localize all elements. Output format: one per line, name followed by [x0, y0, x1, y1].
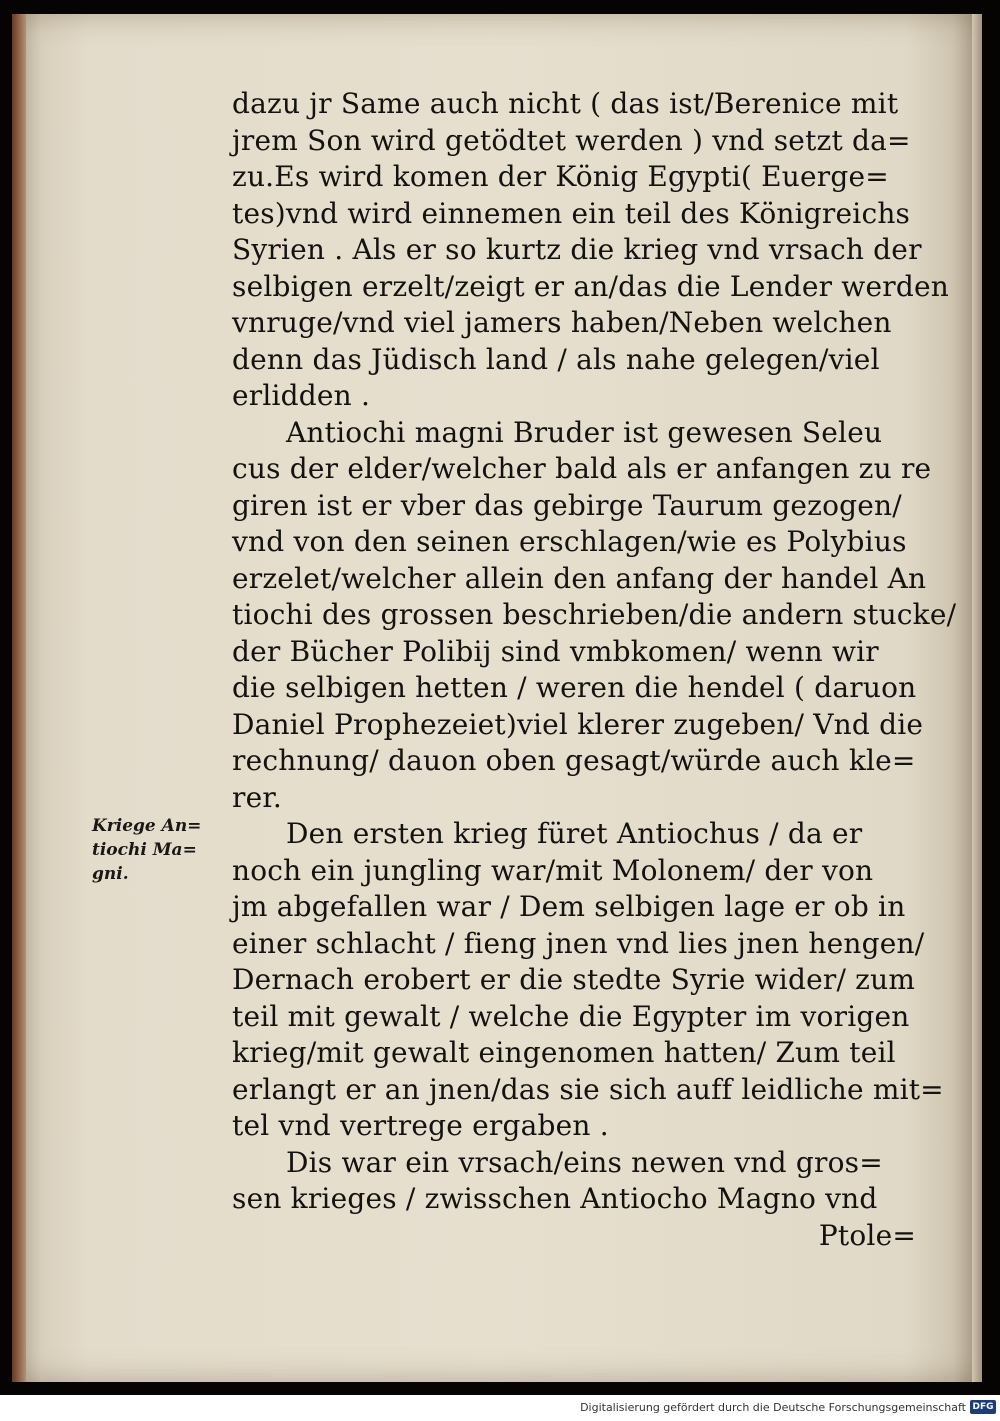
text-line: giren ist er vber das gebirge Taurum gezogen/ — [232, 488, 902, 522]
text-line: Daniel Prophezeiet)viel klerer zugeben/ Vnd die — [232, 707, 924, 741]
dfg-logo: DFG — [970, 1400, 996, 1414]
marginal-note-line: Kriege An= — [92, 816, 202, 836]
text-line: Dernach erobert er die stedte Syrie wider/ zum — [232, 963, 916, 996]
text-line: tiochi des grossen beschrieben/die andern stucke/ — [232, 598, 957, 631]
text-line: einer schlacht / fieng jnen vnd lies jnen hengen/ — [232, 926, 925, 960]
catchword: Ptole= — [818, 1218, 916, 1252]
marginal-note — [92, 814, 242, 886]
footer-bar — [0, 1395, 1000, 1421]
text-line: vnruge/vnd viel jamers haben/Neben welchen — [232, 306, 892, 339]
paragraph-start-line: Dis war ein vrsach/eins newen vnd gros= — [286, 1145, 883, 1179]
text-line: sen krieges / zwisschen Antiocho Magno vnd — [232, 1182, 878, 1215]
text-line: tes)vnd wird einnemen ein teil des Königreichs — [232, 196, 911, 230]
text-line: jrem Son wird getödtet werden ) vnd setzt da= — [232, 123, 911, 157]
marginal-note-line: gni. — [92, 864, 129, 884]
marginal-note-line: tiochi Ma= — [92, 840, 197, 860]
text-line: erlidden . — [232, 379, 371, 412]
text-line: krieg/mit gewalt eingenomen hatten/ Zum teil — [232, 1036, 896, 1069]
funding-credit: Digitalisierung gefördert durch die Deutsche Forschungsgemeinschaft — [580, 1401, 966, 1414]
text-line: rechnung/ dauon oben gesagt/würde auch kle= — [232, 744, 916, 777]
text-line: rer. — [232, 780, 282, 814]
text-line: vnd von den seinen erschlagen/wie es Polybius — [232, 525, 907, 558]
text-line: denn das Jüdisch land / als nahe gelegen/viel — [232, 342, 880, 376]
paragraph-start-line: Antiochi magni Bruder ist gewesen Seleu — [286, 415, 883, 449]
page-spine-edge — [12, 14, 26, 1382]
paragraph-start-line: Den ersten krieg füret Antiochus / da er — [286, 817, 863, 850]
text-line: noch ein jungling war/mit Molonem/ der von — [232, 853, 874, 887]
text-line: erzelet/welcher allein den anfang der handel An — [232, 561, 927, 595]
text-line: die selbigen hetten / weren die hendel ( daruon — [232, 671, 917, 704]
text-line: selbigen erzelt/zeigt er an/das die Lender werden — [232, 269, 949, 303]
page-right-edge — [972, 14, 982, 1382]
text-line: Syrien . Als er so kurtz die krieg vnd vrsach der — [232, 233, 922, 266]
text-line: teil mit gewalt / welche die Egypter im vorigen — [232, 999, 910, 1033]
text-line: zu.Es wird komen der König Egypti( Euerge= — [232, 160, 889, 193]
main-text-block — [232, 86, 957, 1254]
text-line: der Bücher Polibij sind vmbkomen/ wenn wir — [232, 634, 879, 668]
text-line: erlangt er an jnen/das sie sich auff leidliche mit= — [232, 1072, 944, 1106]
text-line: dazu jr Same auch nicht ( das ist/Berenice mit — [232, 87, 899, 120]
text-line: jm abgefallen war / Dem selbigen lage er ob in — [232, 890, 906, 923]
text-line: cus der elder/welcher bald als er anfangen zu re — [232, 452, 932, 485]
text-line: tel vnd vertrege ergaben . — [232, 1109, 609, 1142]
